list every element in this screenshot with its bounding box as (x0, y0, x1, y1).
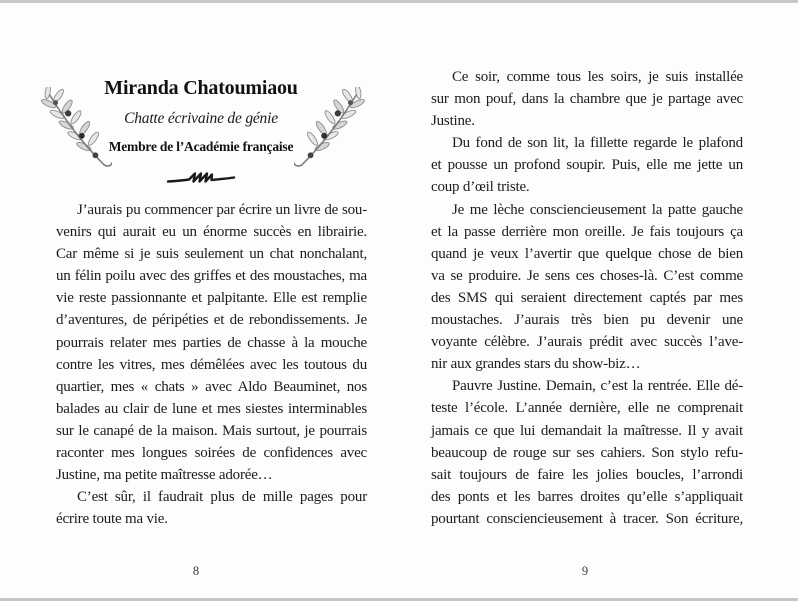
author-subtitle: Chatte écrivaine de génie (124, 110, 278, 127)
page-number-right: 9 (581, 564, 589, 578)
text-line: pourrais relater mes parties de chasse à la mouche (56, 334, 367, 351)
text-line: des SMS qui seraient directement captés par mes (431, 289, 743, 306)
text-line: beaucoup de rouge sur ses cahiers. Son stylo refu- (431, 444, 743, 461)
text-line: écrire toute ma vie. (56, 511, 168, 528)
text-line: venirs qui aurait eu un énorme succès en librairie. (56, 224, 367, 241)
text-line: C’est sûr, il faudrait plus de mille pages pour (77, 489, 367, 506)
left-text-column (56, 199, 367, 530)
text-line: et la passe derrière mon oreille. Je fais toujours ça (431, 223, 743, 240)
author-affiliation: Membre de l’Académie française (108, 139, 294, 154)
page-number-left: 8 (192, 564, 200, 578)
text-line: Je me lèche consciencieusement la patte gauche (452, 201, 743, 218)
text-line: contre les vitres, mes démêlées avec les toutous du (56, 356, 367, 373)
text-line: vie reste passionnante et palpitante. Elle est remplie (56, 290, 367, 307)
calligraphic-squiggle-icon (166, 170, 236, 188)
text-line: un félin poilu avec des griffes et des moustaches, ma (56, 268, 367, 285)
text-line: Du fond de son lit, la fillette regarde le plafond (452, 135, 743, 152)
text-line: des ponts et les barres droites qu’elle s’appliquait (431, 488, 743, 505)
text-line: d’aventures, de péripéties et de rebondissements. Je (56, 312, 367, 329)
text-line: et pousse un profond soupir. Puis, elle me jette un (431, 157, 743, 174)
text-line: quand je veux l’avertir que quelque chose de bien (431, 245, 743, 262)
text-line: moustaches. J’aurais très bien pu devenir une (431, 312, 743, 329)
text-line: raconter mes longues soirées de confidences avec (56, 445, 367, 462)
text-line: J’aurais pu commencer par écrire un livre de sou- (77, 202, 367, 218)
top-edge-strip (0, 0, 798, 3)
text-line: coup d’œil triste. (431, 179, 530, 196)
text-line: Car même si je suis seulement un chat nonchalant, (56, 246, 367, 263)
text-line: sur le canapé de la maison. Mais surtout, je pourrais (56, 422, 367, 439)
text-line: Justine. (431, 113, 475, 130)
text-line: quartier, mes « chats » avec Aldo Beauminet, nos (56, 378, 367, 395)
text-line: pourtant consciencieusement à tracer. Son écriture, (431, 510, 743, 527)
text-line: teste l’école. L’année dernière, elle ne comprenait (431, 400, 743, 417)
text-line: sur mon pouf, dans la chambre que je partage avec (431, 91, 743, 108)
text-line: Ce soir, comme tous les soirs, je suis installée (452, 69, 743, 85)
section-divider (36, 170, 366, 193)
text-line: voyante célèbre. J’aurais prédit avec succès l’ave- (431, 334, 743, 351)
right-text-column (431, 66, 743, 530)
author-title: Miranda Chatoumiaou (104, 77, 298, 99)
text-line: va se produire. Je sens ces choses-là. C’est comme (431, 267, 743, 284)
text-line: nir aux grandes stars du show-biz… (431, 356, 641, 373)
olive-branch-right-icon (294, 87, 368, 174)
text-line: jamais ce que lui demandait la maîtresse. Il y avait (431, 422, 743, 439)
text-line: balades au clair de lune et mes siestes interminables (56, 400, 367, 417)
text-line: sait toujours de faire les jolies boucles, l’arrondi (431, 466, 743, 483)
text-line: Pauvre Justine. Demain, c’est la rentrée. Elle dé- (452, 378, 743, 395)
text-line: Justine, ma petite maîtresse adorée… (56, 467, 273, 484)
